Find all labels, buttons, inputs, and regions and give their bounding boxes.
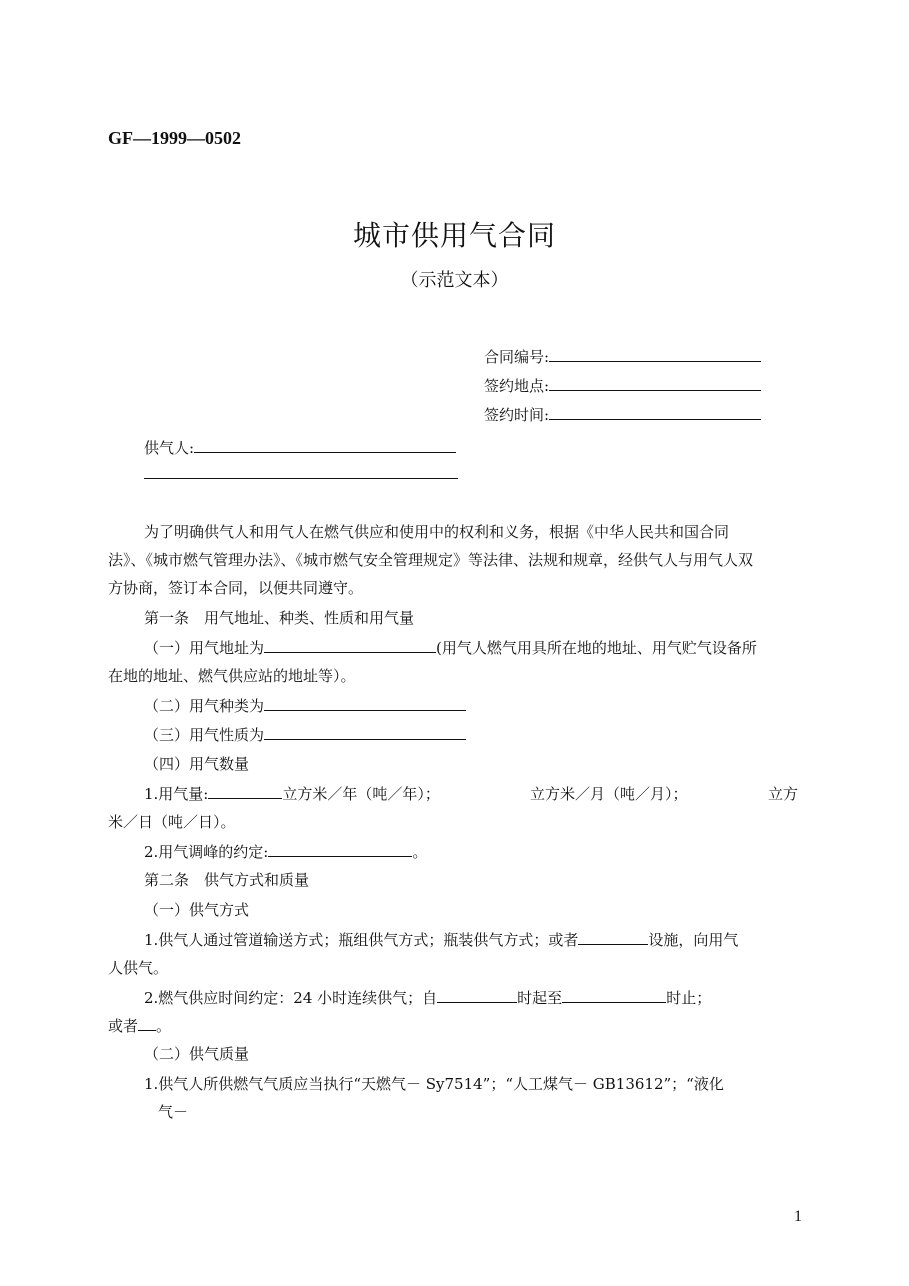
quantity-label: 1.用气量:: [144, 785, 209, 803]
supply-method-line: [144, 926, 738, 954]
clause-1-1-cont: 在地的地址、燃气供应站的地址等）。: [108, 667, 356, 685]
gas-type-blank: [264, 696, 466, 711]
clause-2-1: （一）供气方式: [144, 901, 250, 919]
contract-number-blank: [549, 347, 761, 362]
sign-time-blank: [549, 405, 761, 420]
clause-1-2: [144, 692, 466, 720]
supply-time-or: 或者: [108, 1017, 139, 1035]
peak-line: [144, 838, 427, 866]
clause-1-1-suffix: (用气人燃气用具所在地的地址、用气贮气设备所: [436, 639, 757, 657]
contract-number-label: 合同编号:: [484, 348, 550, 366]
address-blank: [264, 638, 436, 653]
sign-place-blank: [549, 376, 761, 391]
clause-1-4: （四）用气数量: [144, 755, 250, 773]
supplier-label: 供气人:: [144, 439, 195, 457]
contract-number-field: [484, 346, 761, 367]
supply-time-mid: 时起至: [517, 989, 563, 1007]
quality-line-cont: 气－: [158, 1103, 189, 1121]
clause-1-3-label: （三）用气性质为: [144, 726, 265, 744]
clause-2-2: （二）供气质量: [144, 1045, 250, 1063]
supply-method-suffix: 设施，向用气: [648, 931, 739, 949]
supply-time-text: 2.燃气供应时间约定：24 小时连续供气；自: [144, 989, 438, 1007]
sign-place-label: 签约地点:: [484, 377, 550, 395]
yearly-blank: [208, 784, 282, 799]
supply-method-text: 1.供气人通过管道输送方式；瓶组供气方式；瓶装供气方式；或者: [144, 931, 579, 949]
clause-1-1: [144, 634, 757, 662]
page-number: 1: [794, 1208, 802, 1225]
document-title: 城市供用气合同: [352, 219, 556, 252]
yearly-unit: 立方米／年（吨／年）；: [282, 785, 440, 803]
supply-time-cont: [108, 1012, 171, 1040]
clause-1-2-label: （二）用气种类为: [144, 697, 265, 715]
monthly-unit: 立方米／月（吨／月）；: [530, 785, 688, 803]
supply-time-period: 。: [156, 1017, 172, 1035]
sign-place-field: [484, 375, 761, 396]
sign-time-field: [484, 404, 761, 425]
other-time-blank: [138, 1016, 156, 1031]
end-time-blank: [562, 988, 666, 1003]
clause-1-1-prefix: （一）用气地址为: [144, 639, 265, 657]
supply-time-line: [144, 984, 711, 1012]
document-code: GF—1999—0502: [108, 128, 241, 148]
daily-unit-end: 米／日（吨／日）。: [108, 813, 236, 831]
document-subtitle: （示范文本）: [400, 270, 509, 291]
intro-line-3: 方协商，签订本合同，以便共同遵守。: [108, 579, 364, 597]
supply-method-cont: 人供气。: [108, 959, 169, 977]
start-time-blank: [437, 988, 517, 1003]
supply-facility-blank: [578, 930, 648, 945]
article-1-heading: 第一条 用气地址、种类、性质和用气量: [144, 609, 415, 627]
supplier-blank: [194, 438, 456, 453]
quantity-line: [144, 780, 440, 808]
gas-nature-blank: [264, 725, 466, 740]
clause-1-3: [144, 721, 466, 749]
daily-unit-start: 立方: [768, 785, 799, 803]
supplier-field: [144, 434, 456, 462]
quality-line: 1.供气人所供燃气气质应当执行“天燃气－ Sy7514”；“人工煤气－ GB13612”；“液化: [144, 1075, 724, 1093]
sign-time-label: 签约时间:: [484, 406, 550, 424]
intro-line-2: 法》、《城市燃气管理办法》、《城市燃气安全管理规定》等法律、法规和规章，经供气人与用气人双: [108, 551, 754, 569]
peak-end: 。: [412, 843, 428, 861]
intro-line-1: 为了明确供气人和用气人在燃气供应和使用中的权利和义务，根据《中华人民共和国合同: [144, 523, 730, 541]
peak-blank: [268, 842, 412, 857]
consumer-blank: [144, 478, 458, 479]
peak-label: 2.用气调峰的约定:: [144, 843, 269, 861]
supply-time-end: 时止；: [666, 989, 712, 1007]
article-2-heading: 第二条 供气方式和质量: [144, 871, 310, 889]
